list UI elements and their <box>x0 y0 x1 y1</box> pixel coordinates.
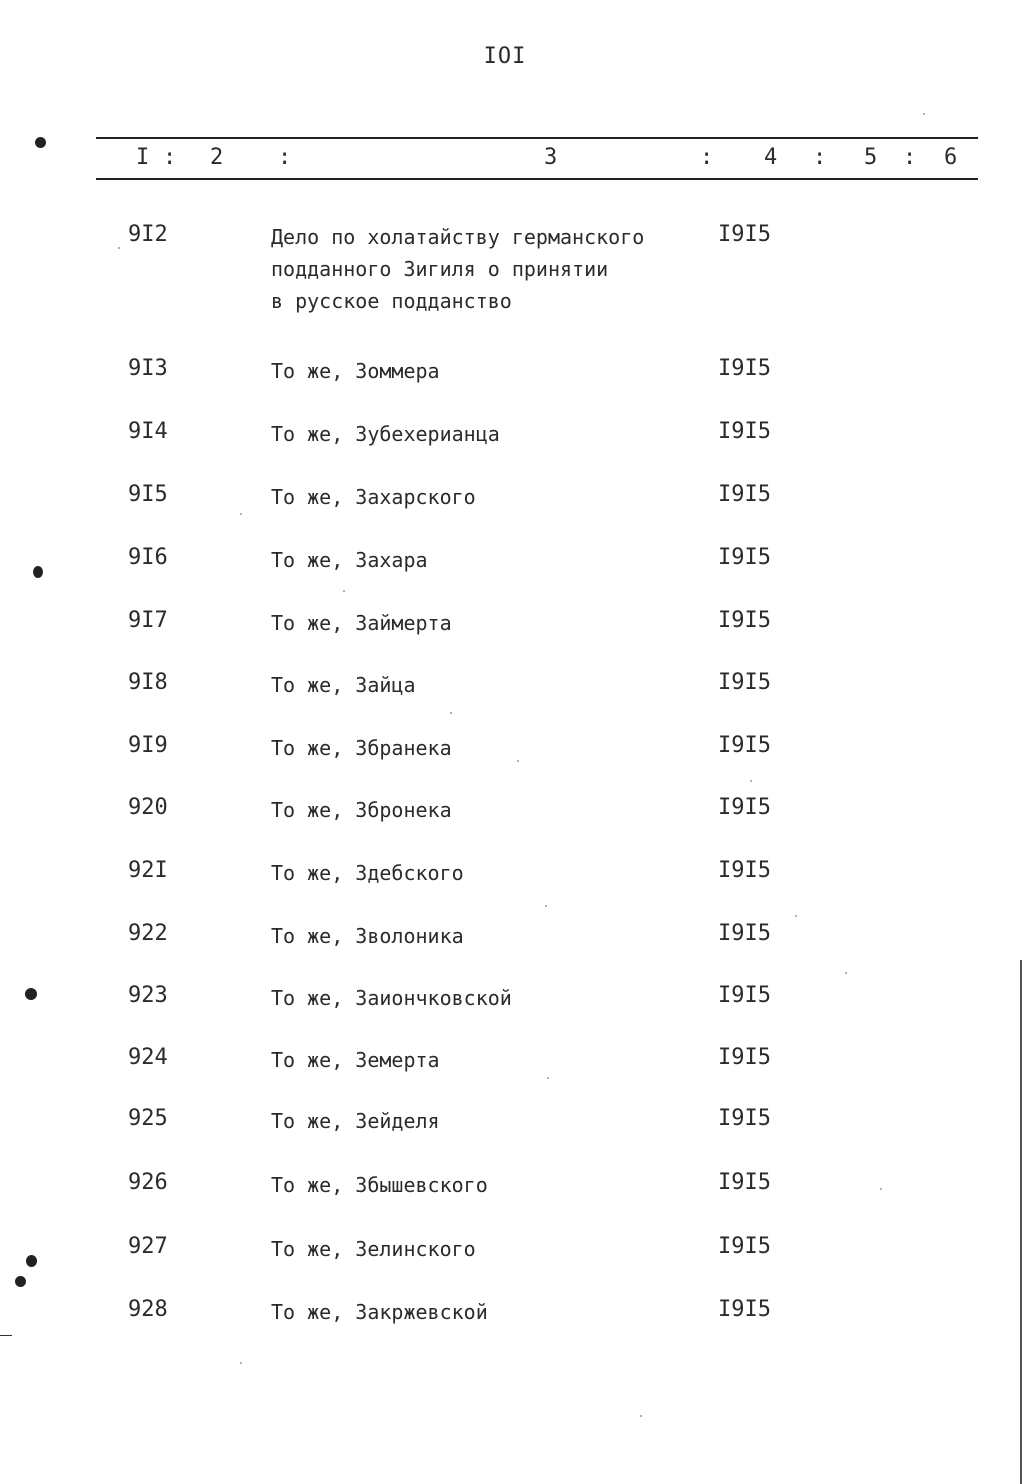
header-separator: : <box>700 145 714 170</box>
row-number: 927 <box>128 1234 168 1259</box>
row-year: I9I5 <box>718 983 771 1008</box>
scan-speck <box>240 1362 242 1364</box>
row-number: 9I9 <box>128 733 168 758</box>
row-year: I9I5 <box>718 419 771 444</box>
scan-speck <box>545 905 547 907</box>
header-col-2: 2 <box>210 145 224 170</box>
row-title <box>271 1169 488 1201</box>
row-title-line: То же, Захарского <box>271 485 476 509</box>
row-title-line: То же, Збранека <box>271 736 452 760</box>
row-title <box>271 982 512 1014</box>
row-title <box>271 1296 488 1328</box>
row-year: I9I5 <box>718 482 771 507</box>
row-number: 922 <box>128 921 168 946</box>
row-title-line: То же, Збронека <box>271 798 452 822</box>
row-title-line: То же, Зайца <box>271 673 416 697</box>
row-title-line: подданного Зигиля о принятии <box>271 257 609 281</box>
scan-edge-line <box>1020 960 1022 1484</box>
row-title-line: То же, Зелинского <box>271 1237 476 1261</box>
header-col-5: 5 <box>864 145 878 170</box>
row-year: I9I5 <box>718 608 771 633</box>
row-title <box>271 920 464 952</box>
row-title-line: То же, Закржевской <box>271 1300 488 1324</box>
row-title <box>271 607 452 639</box>
row-year: I9I5 <box>718 858 771 883</box>
row-title-line: То же, Збышевского <box>271 1173 488 1197</box>
binder-hole-mark <box>26 1255 37 1267</box>
scan-speck <box>240 513 242 515</box>
row-title <box>271 669 416 701</box>
row-year: I9I5 <box>718 1297 771 1322</box>
row-title <box>271 481 476 513</box>
header-col-4: 4 <box>764 145 778 170</box>
row-number: 9I2 <box>128 222 168 247</box>
row-title <box>271 1233 476 1265</box>
scan-speck <box>750 780 752 782</box>
scan-speck <box>517 760 519 762</box>
row-year: I9I5 <box>718 1234 771 1259</box>
row-number: 9I8 <box>128 670 168 695</box>
row-year: I9I5 <box>718 733 771 758</box>
row-title-line: То же, Земерта <box>271 1048 440 1072</box>
row-number: 923 <box>128 983 168 1008</box>
row-title <box>271 418 500 450</box>
binder-hole-mark <box>25 988 37 1000</box>
header-separator: : <box>278 145 292 170</box>
row-title-line: То же, Зубехерианца <box>271 422 500 446</box>
row-title <box>271 544 428 576</box>
row-year: I9I5 <box>718 670 771 695</box>
binder-hole-mark <box>15 1276 26 1287</box>
header-separator: : <box>903 145 917 170</box>
row-title-line: То же, Зволоника <box>271 924 464 948</box>
row-title-line: в русское подданство <box>271 289 512 313</box>
row-title-line: То же, Здебского <box>271 861 464 885</box>
row-number: 9I4 <box>128 419 168 444</box>
row-title-line: Дело по холатайству германского <box>271 225 645 249</box>
scan-speck <box>118 247 120 249</box>
scan-speck <box>923 113 925 115</box>
row-title <box>271 794 452 826</box>
row-number: 9I6 <box>128 545 168 570</box>
header-col-1: I <box>136 145 150 170</box>
row-title-line: То же, Захара <box>271 548 428 572</box>
row-number: 920 <box>128 795 168 820</box>
row-year: I9I5 <box>718 795 771 820</box>
binder-hole-mark <box>33 566 43 578</box>
scan-edge-mark <box>0 1335 12 1336</box>
row-title-line: То же, Займерта <box>271 611 452 635</box>
row-number: 9I5 <box>128 482 168 507</box>
row-number: 924 <box>128 1045 168 1070</box>
header-top-rule <box>96 137 978 139</box>
row-title-line: То же, Зейделя <box>271 1109 440 1133</box>
row-title <box>271 221 644 317</box>
scan-speck <box>845 972 847 974</box>
row-year: I9I5 <box>718 921 771 946</box>
row-title <box>271 1105 440 1137</box>
row-year: I9I5 <box>718 356 771 381</box>
header-separator: : <box>163 145 177 170</box>
row-year: I9I5 <box>718 1045 771 1070</box>
header-col-3: 3 <box>544 145 558 170</box>
row-title-line: То же, Заиончковской <box>271 986 512 1010</box>
scan-speck <box>640 1415 642 1417</box>
row-number: 925 <box>128 1106 168 1131</box>
row-number: 926 <box>128 1170 168 1195</box>
row-title <box>271 732 452 764</box>
scan-speck <box>450 712 452 714</box>
row-number: 928 <box>128 1297 168 1322</box>
row-year: I9I5 <box>718 222 771 247</box>
row-title <box>271 355 440 387</box>
row-number: 9I7 <box>128 608 168 633</box>
header-separator: : <box>813 145 827 170</box>
header-col-6: 6 <box>944 145 958 170</box>
row-title-line: То же, Зоммера <box>271 359 440 383</box>
scan-speck <box>547 1077 549 1079</box>
row-title <box>271 857 464 889</box>
page-number: IOI <box>483 44 527 69</box>
row-number: 9I3 <box>128 356 168 381</box>
scan-speck <box>343 590 345 592</box>
row-title <box>271 1044 440 1076</box>
row-year: I9I5 <box>718 1170 771 1195</box>
row-year: I9I5 <box>718 545 771 570</box>
header-bottom-rule <box>96 178 978 180</box>
scan-speck <box>795 915 797 917</box>
row-number: 92I <box>128 858 168 883</box>
binder-hole-mark <box>35 137 46 148</box>
scan-speck <box>880 1188 882 1190</box>
row-year: I9I5 <box>718 1106 771 1131</box>
